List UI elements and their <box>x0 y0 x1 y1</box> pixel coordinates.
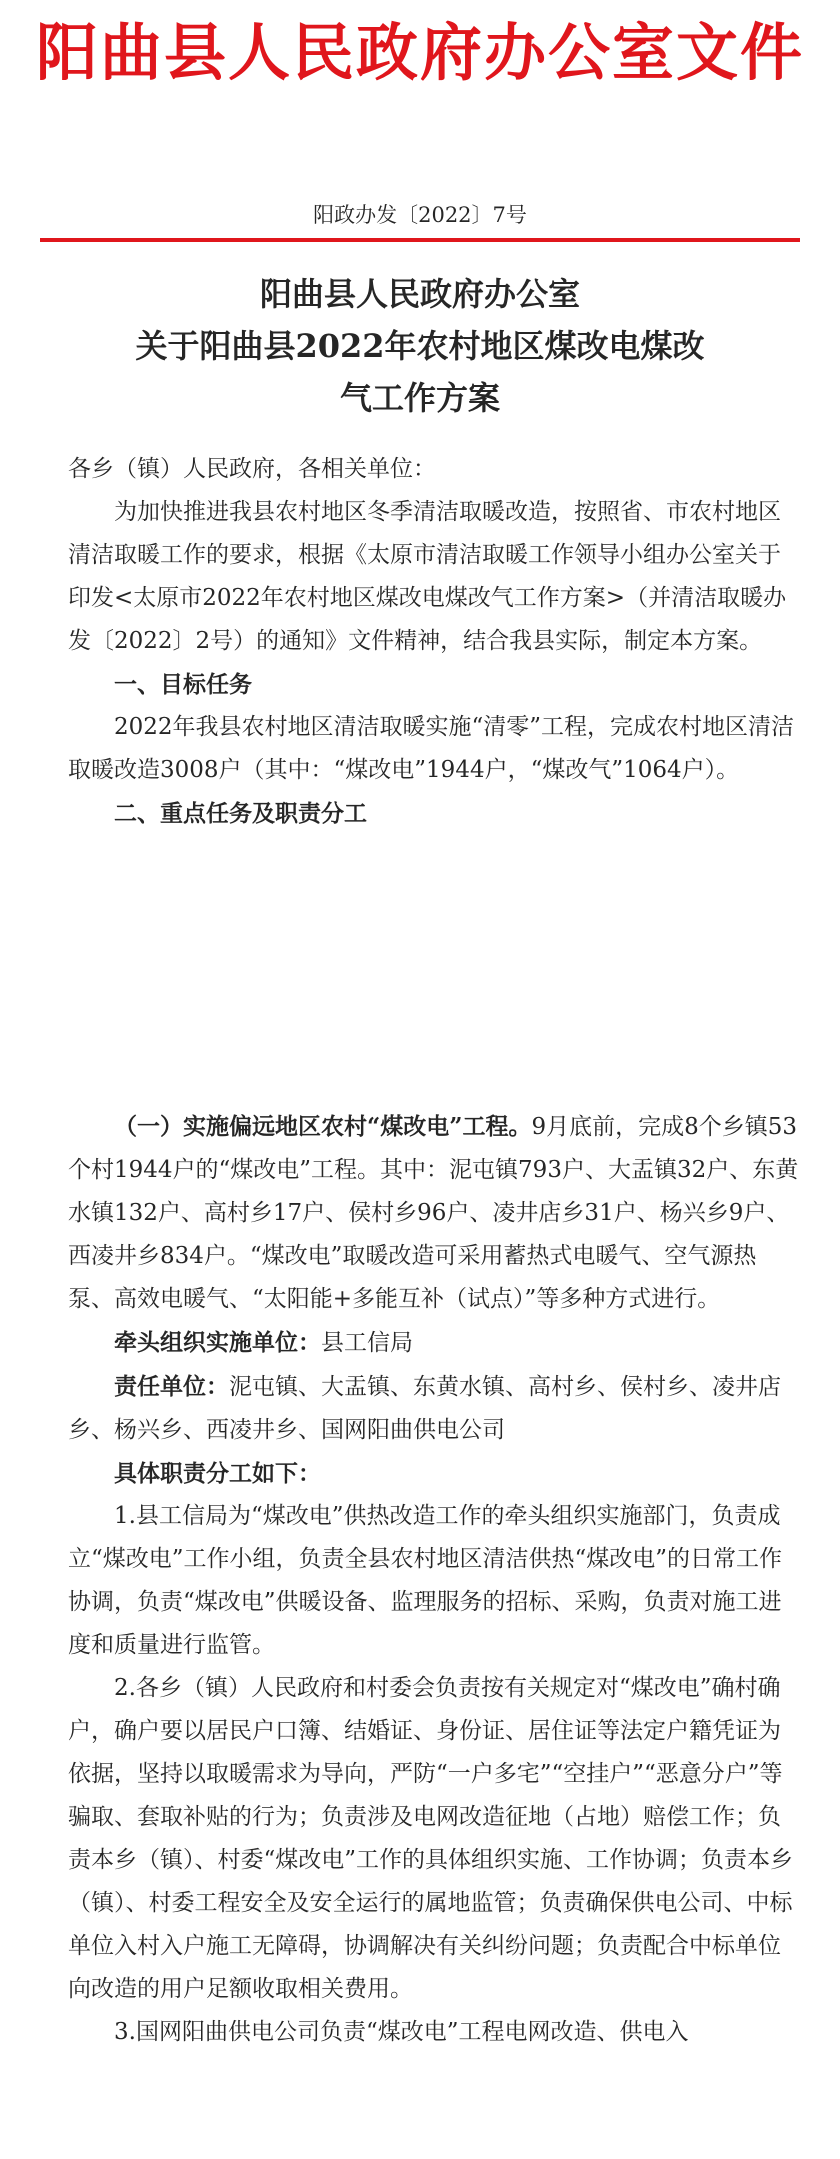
item-1-heading: （一）实施偏远地区农村“煤改电”工程。 <box>114 1113 532 1140</box>
item-1-text: 9月底前，完成8个乡镇53个村1944户的“煤改电”工程。其中：泥屯镇793户、大盂镇32户、东黄水镇132户、高村乡17户、侯村乡96户、凌井店乡31户、杨兴乡9户、西凌井乡834户。“煤改电”取暖改造可采用蓄热式电暖气、空气源热泵、高效电暖气、“太阳能+多能互补（试点）”等多种方式进行。 <box>68 1114 799 1312</box>
body-lower <box>68 1105 800 2054</box>
document-title <box>80 268 760 424</box>
body-upper <box>68 448 800 835</box>
title-line-2: 关于阳曲县2022年农村地区煤改电煤改 <box>135 327 705 365</box>
duty-1: 1.县工信局为“煤改电”供热改造工作的牵头组织实施部门，负责成立“煤改电”工作小组，负责全县农村地区清洁供热“煤改电”的日常工作协调，负责“煤改电”供暖设备、监理服务的招标、采购，负责对施工进度和质量进行监管。 <box>68 1503 783 1658</box>
duty-2: 2.各乡（镇）人民政府和村委会负责按有关规定对“煤改电”确村确户，确户要以居民户口簿、结婚证、身份证、居住证等法定户籍凭证为依据，坚持以取暖需求为导向，严防“一户多宅”“空挂户”“恶意分户”等骗取、套取补贴的行为；负责涉及电网改造征地（占地）赔偿工作；负责本乡（镇）、村委“煤改电”工作的具体组织实施、工作协调；负责本乡（镇）、村委工程安全及安全运行的属地监管；负责确保供电公司、中标单位入村入户施工无障碍，协调解决有关纠纷问题；负责配合中标单位向改造的用户足额收取相关费用。 <box>68 1675 794 2002</box>
document-number: 阳政办发〔2022〕7号 <box>313 203 527 227</box>
responsible-units-line <box>68 1365 800 1452</box>
responsible-units-label: 责任单位： <box>114 1373 229 1400</box>
lead-unit-value: 县工信局 <box>321 1330 413 1356</box>
duties-heading: 具体职责分工如下： <box>114 1460 321 1487</box>
responsible-units-value: 泥屯镇、大盂镇、东黄水镇、高村乡、侯村乡、凌井店乡、杨兴乡、西凌井乡、国网阳曲供电公司 <box>68 1374 781 1443</box>
item-1-paragraph <box>68 1105 800 1321</box>
lead-unit-label: 牵头组织实施单位： <box>114 1329 321 1356</box>
duty-3: 3.国网阳曲供电公司负责“煤改电”工程电网改造、供电入 <box>114 2019 689 2045</box>
intro-paragraph: 为加快推进我县农村地区冬季清洁取暖改造，按照省、市农村地区清洁取暖工作的要求，根据《太原市清洁取暖工作领导小组办公室关于印发<太原市2022年农村地区煤改电煤改气工作方案>（并清洁取暖办发〔2022〕2号）的通知》文件精神，结合我县实际，制定本方案。 <box>68 499 787 654</box>
title-line-1: 阳曲县人民政府办公室 <box>259 275 580 313</box>
title-line-3: 气工作方案 <box>339 379 500 417</box>
masthead-title: 阳曲县人民政府办公室文件 <box>35 16 804 89</box>
lead-unit-line <box>68 1321 800 1365</box>
red-divider <box>40 238 800 242</box>
section-1-heading: 一、目标任务 <box>114 671 252 698</box>
section-1-text: 2022年我县农村地区清洁取暖实施“清零”工程，完成农村地区清洁取暖改造3008户（其中：“煤改电”1944户，“煤改气”1064户）。 <box>68 714 795 783</box>
salutation: 各乡（镇）人民政府，各相关单位： <box>68 456 436 482</box>
section-2-heading: 二、重点任务及职责分工 <box>114 800 367 827</box>
